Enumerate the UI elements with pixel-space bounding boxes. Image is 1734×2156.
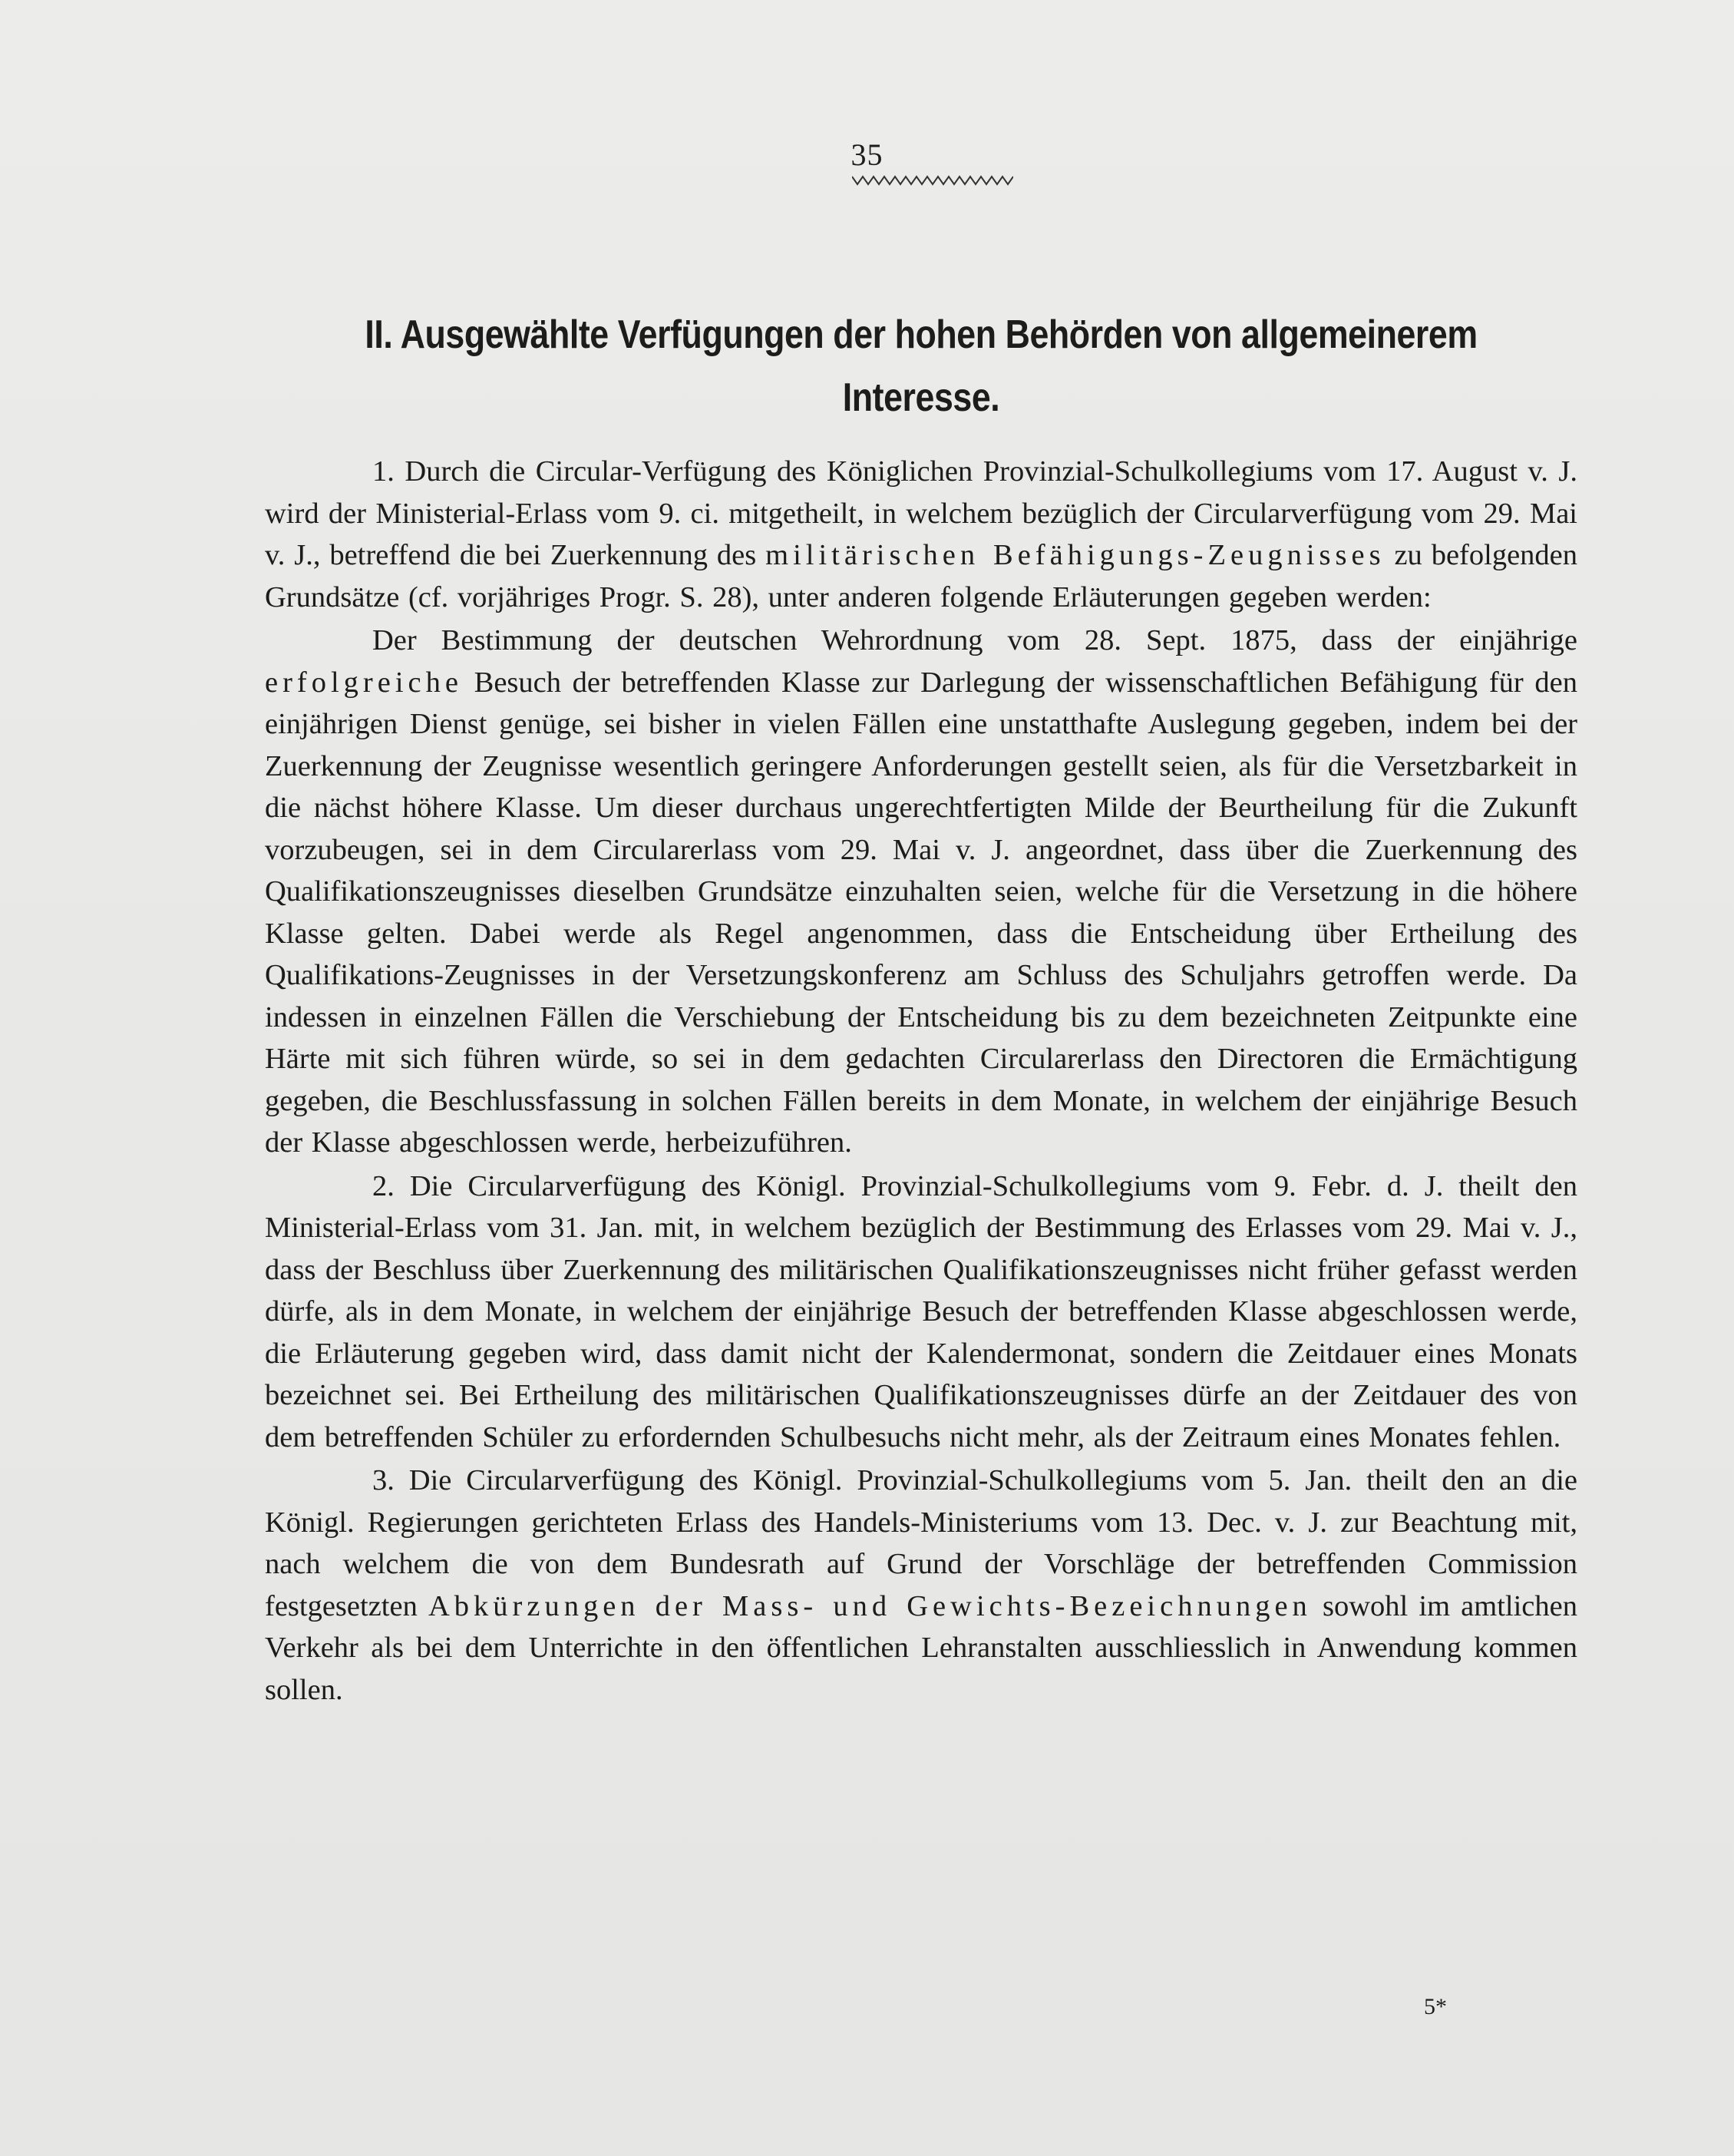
section-heading [265,303,1577,429]
paragraph-4-spaced-term: Abkürzungen der Mass- und Gewichts-Bezeichnungen [428,1589,1312,1622]
paragraph-1-text-a: 1. Durch die Circular-Verfügung des Königlichen Provinzial-Schulkollegiums vom 17. August v. J. wird der Ministerial-Erlass vom 9. ci. mitgetheilt, in welchem bezüglich der Circularverfügung vom 29. Mai v. J., betreffend die bei Zuerkennung des [265,455,1577,571]
page-number: 35 [850,137,884,172]
paragraph-1-spaced-term: militärischen Befähigungs-Zeugnisses [765,539,1386,571]
heading-line-1: II. Ausgewählte Verfügungen der hohen Behörden von allgemeinerem [365,312,1478,357]
wave-ornament [852,174,1013,187]
paragraph-1 [265,451,1577,618]
heading-line-2: Interesse. [842,375,1000,420]
main-content [265,303,1577,1711]
paragraph-2-spaced-term: erfolgreiche [265,666,463,699]
paragraph-1-text-b: zu befolgenden Grundsätze (cf. vorjähriges Progr. S. 28), unter anderen folgende Erläuterungen gegeben werden: [265,539,1578,613]
paragraph-4-text-b: sowohl im amtlichen Verkehr als bei dem Unterrichte in den öffentlichen Lehranstalten ausschliesslich in Anwendung kommen sollen. [265,1589,1577,1706]
paragraph-3: 2. Die Circularverfügung des Königl. Provinzial-Schulkollegiums vom 9. Febr. d. J. theilt den Ministerial-Erlass vom 31. Jan. mit, in welchem bezüglich der Bestimmung des Erlasses vom 29. Mai v. J., dass der Beschluss über Zuerkennung des militärischen Qualifikationszeugnisses nicht früher gefasst werden dürfe, als in dem Monate, in welchem der einjährige Besuch der betreffenden Klasse abgeschlossen werde, die Erläuterung gegeben wird, dass damit nicht der Kalendermonat, sondern die Zeitdauer eines Monats bezeichnet sei. Bei Ertheilung des militärischen Qualifikationszeugnisses dürfe an der Zeitdauer des von dem betreffenden Schüler zu erfordernden Schulbesuchs nicht mehr, als der Zeitraum eines Monates fehlen. [265,1169,1577,1453]
paragraph-4 [265,1460,1577,1711]
paragraph-2-text-b: Besuch der betreffenden Klasse zur Darlegung der wissenschaftlichen Befähigung für den einjährigen Dienst genüge, sei bisher in vielen Fällen eine unstatthafte Auslegung gegeben, indem bei der Zuerkennung der Zeugnisse wesentlich geringere Anforderungen gestellt seien, als für die Versetzbarkeit in die nächst höhere Klasse. Um dieser durchaus ungerechtfertigten Milde der Beurtheilung für die Zukunft vorzubeugen, sei in dem Circularerlass vom 29. Mai v. J. angeordnet, dass über die Zuerkennung des Qualifikationszeugnisses dieselben Grundsätze einzuhalten seien, welche für die Versetzung in die höhere Klasse gelten. Dabei werde als Regel angenommen, dass die Entscheidung über Ertheilung des Qualifikations-Zeugnisses in der Versetzungskonferenz am Schluss des Schuljahrs getroffen werde. Da indessen in einzelnen Fällen die Verschiebung der Entscheidung bis zu dem bezeichneten Zeitpunkte eine Härte mit sich führen würde, so sei in dem gedachten Circularerlass den Directoren die Ermächtigung gegeben, die Beschlussfassung in solchen Fällen bereits in dem Monate, in welchem der einjährige Besuch der Klasse abgeschlossen werde, herbeizuführen. [265,666,1577,1159]
footer-signature-mark: 5* [1424,1994,1447,2019]
paragraph-2 [265,620,1577,1164]
paragraph-4-text-a: 3. Die Circularverfügung des Königl. Provinzial-Schulkollegiums vom 5. Jan. theilt den an die Königl. Regierungen gerichteten Erlass des Handels-Ministeriums vom 13. Dec. v. J. zur Beachtung mit, nach welchem die von dem Bundesrath auf Grund der Vorschläge der betreffenden Commission festgesetzten [265,1464,1577,1622]
paragraph-2-text-a: Der Bestimmung der deutschen Wehrordnung vom 28. Sept. 1875, dass der einjährige [372,624,1577,656]
